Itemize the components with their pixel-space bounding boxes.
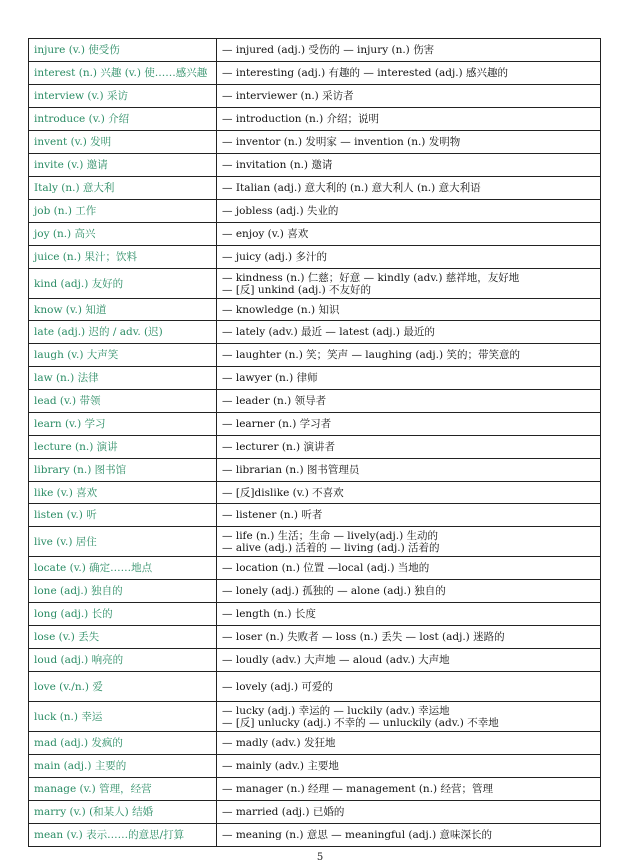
derivative-line: — meaning (n.) 意思 — meaningful (adj.) 意味深长的 <box>222 829 493 841</box>
headword-cell: invite (v.) 邀请 <box>29 154 217 177</box>
derivatives-cell <box>217 269 601 299</box>
derivatives-cell <box>217 321 601 344</box>
table-row <box>29 527 601 557</box>
table-row <box>29 732 601 755</box>
table-row <box>29 269 601 299</box>
derivatives-cell <box>217 626 601 649</box>
headword-cell: Italy (n.) 意大利 <box>29 177 217 200</box>
derivatives-cell <box>217 557 601 580</box>
table-row <box>29 436 601 459</box>
table-row <box>29 778 601 801</box>
derivatives-cell <box>217 482 601 504</box>
table-row <box>29 702 601 732</box>
table-row <box>29 459 601 482</box>
derivative-line: — introduction (n.) 介绍；说明 <box>222 113 380 125</box>
derivative-line: — juicy (adj.) 多汁的 <box>222 251 327 263</box>
derivatives-cell <box>217 580 601 603</box>
table-row <box>29 85 601 108</box>
derivative-line: — knowledge (n.) 知识 <box>222 303 340 316</box>
derivative-line: — alive (adj.) 活着的 — living (adj.) 活着的 <box>222 541 440 554</box>
headword-cell: juice (n.) 果汁；饮料 <box>29 246 217 269</box>
table-row <box>29 299 601 321</box>
derivative-line: — lately (adv.) 最近 — latest (adj.) 最近的 <box>222 326 435 338</box>
derivatives-cell <box>217 603 601 626</box>
derivatives-cell <box>217 732 601 755</box>
derivative-line: — librarian (n.) 图书管理员 <box>222 464 360 476</box>
headword-cell: kind (adj.) 友好的 <box>29 269 217 299</box>
derivatives-cell <box>217 223 601 246</box>
page-number: 5 <box>316 852 324 863</box>
derivative-line: — mainly (adv.) 主要地 <box>222 760 339 772</box>
derivatives-cell <box>217 390 601 413</box>
headword-cell: luck (n.) 幸运 <box>29 702 217 732</box>
derivative-line: — lawyer (n.) 律师 <box>222 372 318 384</box>
derivative-line: — [反]dislike (v.) 不喜欢 <box>222 486 344 499</box>
derivative-line: — married (adj.) 已婚的 <box>222 806 345 818</box>
table-row <box>29 390 601 413</box>
headword-cell: listen (v.) 听 <box>29 504 217 527</box>
derivative-line: — listener (n.) 听者 <box>222 509 323 521</box>
derivative-line: — loudly (adv.) 大声地 — aloud (adv.) 大声地 <box>222 654 450 666</box>
derivative-line: — enjoy (v.) 喜欢 <box>222 228 309 240</box>
table-row <box>29 246 601 269</box>
derivative-line: — lecturer (n.) 演讲者 <box>222 441 335 453</box>
derivatives-cell <box>217 778 601 801</box>
derivative-line: — manager (n.) 经理 — management (n.) 经营；管理 <box>222 783 493 795</box>
headword-cell: interview (v.) 采访 <box>29 85 217 108</box>
derivatives-cell <box>217 344 601 367</box>
table-row <box>29 200 601 223</box>
table-row <box>29 223 601 246</box>
headword-cell: law (n.) 法律 <box>29 367 217 390</box>
derivatives-cell <box>217 367 601 390</box>
derivative-line: — jobless (adj.) 失业的 <box>222 205 339 217</box>
derivatives-cell <box>217 504 601 527</box>
headword-cell: interest (n.) 兴趣 (v.) 使……感兴趣 <box>29 62 217 85</box>
derivatives-cell <box>217 527 601 557</box>
table-row <box>29 131 601 154</box>
table-row <box>29 672 601 702</box>
derivatives-cell <box>217 672 601 702</box>
derivatives-cell <box>217 200 601 223</box>
derivative-line: — madly (adv.) 发狂地 <box>222 737 336 749</box>
derivatives-cell <box>217 131 601 154</box>
vocabulary-table-body <box>29 39 601 847</box>
headword-cell: mad (adj.) 发疯的 <box>29 732 217 755</box>
derivative-line: — location (n.) 位置 —local (adj.) 当地的 <box>222 562 430 574</box>
table-row <box>29 482 601 504</box>
derivatives-cell <box>217 436 601 459</box>
headword-cell: like (v.) 喜欢 <box>29 482 217 504</box>
derivative-line: — leader (n.) 领导者 <box>222 395 327 407</box>
derivative-line: — laughter (n.) 笑；笑声 — laughing (adj.) 笑的；带笑意的 <box>222 349 520 361</box>
derivatives-cell <box>217 62 601 85</box>
derivatives-cell <box>217 824 601 847</box>
derivative-line: — loser (n.) 失败者 — loss (n.) 丢失 — lost (adj.) 迷路的 <box>222 631 505 643</box>
derivatives-cell <box>217 39 601 62</box>
table-row <box>29 62 601 85</box>
derivative-line: — [反] unlucky (adj.) 不幸的 — unluckily (adv.) 不幸地 <box>222 716 499 729</box>
headword-cell: loud (adj.) 响亮的 <box>29 649 217 672</box>
headword-cell: lose (v.) 丢失 <box>29 626 217 649</box>
headword-cell: injure (v.) 使受伤 <box>29 39 217 62</box>
headword-cell: mean (v.) 表示……的意思/打算 <box>29 824 217 847</box>
headword-cell: marry (v.) (和某人) 结婚 <box>29 801 217 824</box>
headword-cell: invent (v.) 发明 <box>29 131 217 154</box>
table-row <box>29 344 601 367</box>
headword-cell: locate (v.) 确定……地点 <box>29 557 217 580</box>
derivative-line: — lonely (adj.) 孤独的 — alone (adj.) 独自的 <box>222 585 446 597</box>
derivatives-cell <box>217 108 601 131</box>
table-row <box>29 321 601 344</box>
table-row <box>29 755 601 778</box>
table-row <box>29 108 601 131</box>
table-row <box>29 39 601 62</box>
headword-cell: manage (v.) 管理，经营 <box>29 778 217 801</box>
table-row <box>29 557 601 580</box>
table-row <box>29 154 601 177</box>
headword-cell: lone (adj.) 独自的 <box>29 580 217 603</box>
headword-cell: job (n.) 工作 <box>29 200 217 223</box>
derivatives-cell <box>217 85 601 108</box>
headword-cell: joy (n.) 高兴 <box>29 223 217 246</box>
derivatives-cell <box>217 413 601 436</box>
headword-cell: introduce (v.) 介绍 <box>29 108 217 131</box>
derivative-line: — interesting (adj.) 有趣的 — interested (adj.) 感兴趣的 <box>222 67 508 79</box>
headword-cell: know (v.) 知道 <box>29 299 217 321</box>
vocabulary-table <box>28 38 601 847</box>
table-row <box>29 580 601 603</box>
derivative-line: — [反] unkind (adj.) 不友好的 <box>222 283 372 296</box>
derivatives-cell <box>217 459 601 482</box>
table-row <box>29 824 601 847</box>
derivatives-cell <box>217 299 601 321</box>
derivative-line: — injured (adj.) 受伤的 — injury (n.) 伤害 <box>222 44 435 56</box>
table-row <box>29 626 601 649</box>
derivative-line: — life (n.) 生活；生命 — lively(adj.) 生动的 <box>222 529 439 542</box>
headword-cell: live (v.) 居住 <box>29 527 217 557</box>
derivatives-cell <box>217 649 601 672</box>
derivative-line: — learner (n.) 学习者 <box>222 418 332 430</box>
derivative-line: — inventor (n.) 发明家 — invention (n.) 发明物 <box>222 136 461 148</box>
table-row <box>29 413 601 436</box>
derivatives-cell <box>217 755 601 778</box>
table-row <box>29 801 601 824</box>
table-row <box>29 177 601 200</box>
headword-cell: love (v./n.) 爱 <box>29 672 217 702</box>
headword-cell: library (n.) 图书馆 <box>29 459 217 482</box>
derivatives-cell <box>217 246 601 269</box>
derivative-line: — length (n.) 长度 <box>222 608 316 620</box>
derivatives-cell <box>217 154 601 177</box>
derivative-line: — kindness (n.) 仁慈；好意 — kindly (adv.) 慈祥地，友好地 <box>222 271 520 284</box>
headword-cell: main (adj.) 主要的 <box>29 755 217 778</box>
headword-cell: lecture (n.) 演讲 <box>29 436 217 459</box>
derivatives-cell <box>217 801 601 824</box>
headword-cell: lead (v.) 带领 <box>29 390 217 413</box>
derivative-line: — invitation (n.) 邀请 <box>222 159 333 171</box>
derivative-line: — lovely (adj.) 可爱的 <box>222 680 333 693</box>
table-row <box>29 367 601 390</box>
derivative-line: — Italian (adj.) 意大利的 (n.) 意大利人 (n.) 意大利语 <box>222 182 481 194</box>
derivative-line: — interviewer (n.) 采访者 <box>222 90 354 102</box>
derivatives-cell <box>217 177 601 200</box>
table-row <box>29 649 601 672</box>
table-row <box>29 504 601 527</box>
headword-cell: long (adj.) 长的 <box>29 603 217 626</box>
table-row <box>29 603 601 626</box>
derivative-line: — lucky (adj.) 幸运的 — luckily (adv.) 幸运地 <box>222 704 450 717</box>
headword-cell: late (adj.) 迟的 / adv. (迟) <box>29 321 217 344</box>
headword-cell: laugh (v.) 大声笑 <box>29 344 217 367</box>
derivatives-cell <box>217 702 601 732</box>
headword-cell: learn (v.) 学习 <box>29 413 217 436</box>
